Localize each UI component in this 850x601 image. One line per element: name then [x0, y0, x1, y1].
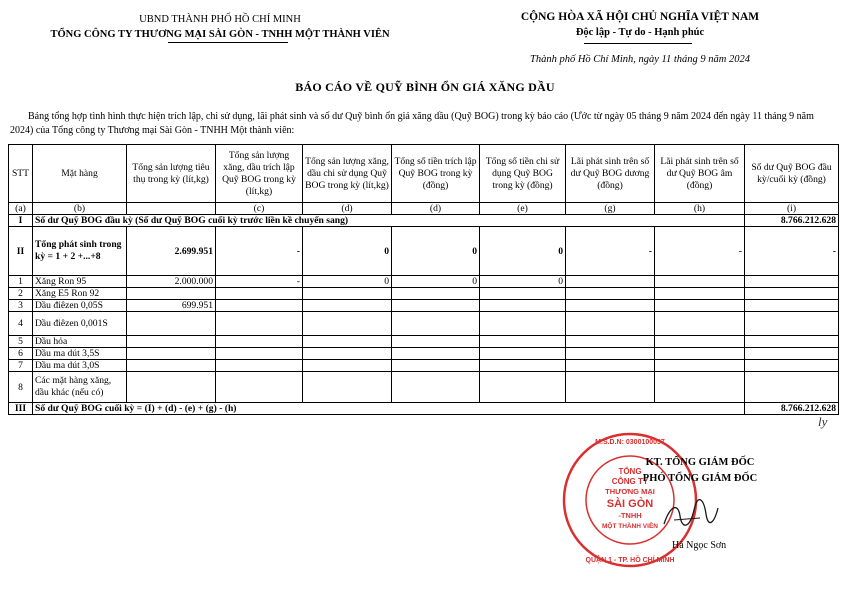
table-row [9, 336, 839, 348]
cell-h [655, 312, 745, 336]
col-header-dd: Tổng số tiền trích lập Quỹ BOG trong kỳ (đồng) [392, 145, 480, 203]
opening-balance-value: 8.766.212.628 [745, 215, 839, 227]
cell-e [480, 288, 566, 300]
date-line: Thành phố Hồ Chí Minh, ngày 11 tháng 9 năm 2024 [529, 54, 750, 65]
cell-i [745, 312, 839, 336]
issuer-underline [168, 42, 288, 43]
letter-item: (b) [33, 203, 127, 215]
cell-c [216, 288, 303, 300]
signature-authority: KT. TỔNG GIÁM ĐỐC [645, 457, 755, 468]
cell-a [127, 372, 216, 403]
cell-h [655, 372, 745, 403]
cell-d [303, 288, 392, 300]
row-stt: III [9, 403, 33, 415]
period-total-g: - [566, 227, 655, 276]
cell-dd [392, 336, 480, 348]
row-stt: II [9, 227, 33, 276]
svg-text:MỘT THÀNH VIÊN: MỘT THÀNH VIÊN [602, 523, 658, 530]
period-total-h: - [655, 227, 745, 276]
period-total-dd: 0 [392, 227, 480, 276]
cell-g [566, 348, 655, 360]
col-header-h: Lãi phát sinh trên số dư Quỹ BOG âm (đồng) [655, 145, 745, 203]
table-row [9, 312, 839, 336]
svg-text:SÀI GÒN: SÀI GÒN [606, 498, 654, 510]
period-total-row [9, 227, 839, 276]
row-stt: 4 [9, 312, 33, 336]
cell-i [745, 372, 839, 403]
cell-dd [392, 348, 480, 360]
intro-paragraph: Bảng tổng hợp tình hình thực hiện trích lập, chi sử dụng, lãi phát sinh và số dư Quỹ bình ổn giá xăng dầu (Quỹ BOG) trong kỳ báo cáo (Ước từ ngày 05 tháng 9 năm 2024 đến ngày 11 tháng 9 năm 2024) của Tổng công ty Thương mại Sài Gòn - TNHH Một thành viên: [10, 111, 814, 136]
row-stt: 7 [9, 360, 33, 372]
row-stt: 5 [9, 336, 33, 348]
period-total-c: - [216, 227, 303, 276]
national-header [470, 10, 810, 40]
cell-dd [392, 312, 480, 336]
header-row [9, 145, 839, 203]
svg-text:QUẬN 1 - TP. HỒ CHÍ MINH: QUẬN 1 - TP. HỒ CHÍ MINH [585, 557, 675, 564]
cell-c: - [216, 276, 303, 288]
signer-name: Hà Ngọc Sơn [672, 540, 727, 551]
cell-a: 699.951 [127, 300, 216, 312]
table-row [9, 288, 839, 300]
cell-g [566, 372, 655, 403]
cell-a: 2.000.000 [127, 276, 216, 288]
cell-c [216, 348, 303, 360]
product-name: Dầu ma dút 3,5S [33, 348, 127, 360]
product-name: Dầu ma dút 3,0S [33, 360, 127, 372]
cell-d [303, 360, 392, 372]
cell-c [216, 312, 303, 336]
row-stt: I [9, 215, 33, 227]
cell-dd [392, 372, 480, 403]
cell-e [480, 300, 566, 312]
cell-c [216, 360, 303, 372]
cell-d: 0 [303, 276, 392, 288]
cell-h [655, 348, 745, 360]
letter-d: (d) [303, 203, 392, 215]
period-total-e: 0 [480, 227, 566, 276]
cell-g [566, 336, 655, 348]
cell-i [745, 276, 839, 288]
national-motto: Độc lập - Tự do - Hạnh phúc [575, 27, 705, 38]
letter-e: (e) [480, 203, 566, 215]
letter-stt: (a) [9, 203, 33, 215]
cell-d [303, 348, 392, 360]
issuer-block [40, 12, 400, 42]
col-header-stt: STT [9, 145, 33, 203]
cell-a [127, 360, 216, 372]
row-stt: 2 [9, 288, 33, 300]
cell-e: 0 [480, 276, 566, 288]
cell-e [480, 312, 566, 336]
bog-fund-table [8, 144, 839, 415]
cell-g [566, 288, 655, 300]
letter-h: (h) [655, 203, 745, 215]
cell-e [480, 360, 566, 372]
column-letter-row [9, 203, 839, 215]
letter-g: (g) [566, 203, 655, 215]
col-header-c: Tổng sản lượng xăng, dầu trích lập Quỹ BOG trong kỳ (lít,kg) [216, 145, 303, 203]
table-row [9, 360, 839, 372]
handwritten-signature [660, 494, 720, 534]
cell-e [480, 348, 566, 360]
cell-d [303, 336, 392, 348]
letter-c: (c) [216, 203, 303, 215]
motto-underline [584, 43, 692, 44]
row-stt: 6 [9, 348, 33, 360]
cell-g [566, 300, 655, 312]
letter-a [127, 203, 216, 215]
cell-dd [392, 360, 480, 372]
closing-balance-value: 8.766.212.628 [745, 403, 839, 415]
row-stt: 1 [9, 276, 33, 288]
col-header-g: Lãi phát sinh trên số dư Quỹ BOG dương (đồng) [566, 145, 655, 203]
cell-i [745, 288, 839, 300]
report-title: BÁO CÁO VỀ QUỸ BÌNH ỔN GIÁ XĂNG DẦU [295, 80, 555, 94]
cell-i [745, 360, 839, 372]
svg-text:THƯƠNG MẠI: THƯƠNG MẠI [605, 487, 655, 496]
cell-c [216, 336, 303, 348]
cell-d [303, 372, 392, 403]
col-header-i: Số dư Quỹ BOG đầu kỳ/cuối kỳ (đồng) [745, 145, 839, 203]
period-total-label: Tổng phát sinh trong kỳ = 1 + 2 +...+8 [33, 227, 127, 276]
row-stt: 3 [9, 300, 33, 312]
col-header-d: Tổng sản lượng xăng, dầu chi sử dụng Quỹ BOG trong kỳ (lít,kg) [303, 145, 392, 203]
cell-g [566, 360, 655, 372]
cell-a [127, 348, 216, 360]
col-header-a: Tổng sản lượng tiêu thụ trong kỳ (lít,kg) [127, 145, 216, 203]
cell-a [127, 288, 216, 300]
cell-d [303, 312, 392, 336]
cell-h [655, 300, 745, 312]
signature-block [615, 455, 785, 487]
opening-balance-row [9, 215, 839, 227]
table-row [9, 300, 839, 312]
cell-c [216, 300, 303, 312]
letter-dd: (d) [392, 203, 480, 215]
republic-name: CỘNG HÒA XÃ HỘI CHỦ NGHĨA VIỆT NAM [520, 11, 760, 23]
cell-h [655, 336, 745, 348]
cell-a [127, 336, 216, 348]
product-name: Xăng Ron 95 [33, 276, 127, 288]
cell-dd [392, 288, 480, 300]
period-total-i: - [745, 227, 839, 276]
svg-text:TỔNG: TỔNG [618, 467, 642, 476]
product-name: Xăng E5 Ron 92 [33, 288, 127, 300]
closing-balance-label: Số dư Quỹ BOG cuối kỳ = (I) + (d) - (e) + (g) - (h) [33, 403, 745, 415]
margin-initials: ly [818, 414, 828, 429]
issuer-org-name: TỔNG CÔNG TY THƯƠNG MẠI SÀI GÒN - TNHH MỘT THÀNH VIÊN [50, 29, 390, 40]
row-stt: 8 [9, 372, 33, 403]
svg-text:CÔNG TY: CÔNG TY [611, 477, 649, 486]
signature-title: PHÓ TỔNG GIÁM ĐỐC [642, 473, 758, 484]
cell-g [566, 276, 655, 288]
cell-c [216, 372, 303, 403]
svg-text:M.S.D.N: 0300100037: M.S.D.N: 0300100037 [595, 439, 665, 446]
cell-h [655, 276, 745, 288]
cell-h [655, 360, 745, 372]
product-name: Dầu hỏa [33, 336, 127, 348]
cell-g [566, 312, 655, 336]
svg-text:-TNHH: -TNHH [618, 511, 642, 520]
cell-i [745, 348, 839, 360]
opening-balance-label: Số dư Quỹ BOG đầu kỳ (Số dư Quỹ BOG cuối kỳ trước liền kề chuyển sang) [33, 215, 745, 227]
product-name: Dầu điêzen 0,05S [33, 300, 127, 312]
table-row [9, 348, 839, 360]
issuer-parent-org: UBND THÀNH PHỐ HỒ CHÍ MINH [139, 14, 301, 25]
cell-dd [392, 300, 480, 312]
cell-i [745, 336, 839, 348]
product-name: Dầu điêzen 0,001S [33, 312, 127, 336]
col-header-e: Tổng số tiền chi sử dụng Quỹ BOG trong kỳ (đồng) [480, 145, 566, 203]
table-row [9, 372, 839, 403]
cell-e [480, 372, 566, 403]
closing-balance-row [9, 403, 839, 415]
product-name: Các mặt hàng xăng, dầu khác (nếu có) [33, 372, 127, 403]
table-row [9, 276, 839, 288]
cell-d [303, 300, 392, 312]
col-header-item: Mặt hàng [33, 145, 127, 203]
cell-dd: 0 [392, 276, 480, 288]
period-total-a: 2.699.951 [127, 227, 216, 276]
letter-i: (i) [745, 203, 839, 215]
cell-a [127, 312, 216, 336]
cell-h [655, 288, 745, 300]
period-total-d: 0 [303, 227, 392, 276]
cell-i [745, 300, 839, 312]
cell-e [480, 336, 566, 348]
